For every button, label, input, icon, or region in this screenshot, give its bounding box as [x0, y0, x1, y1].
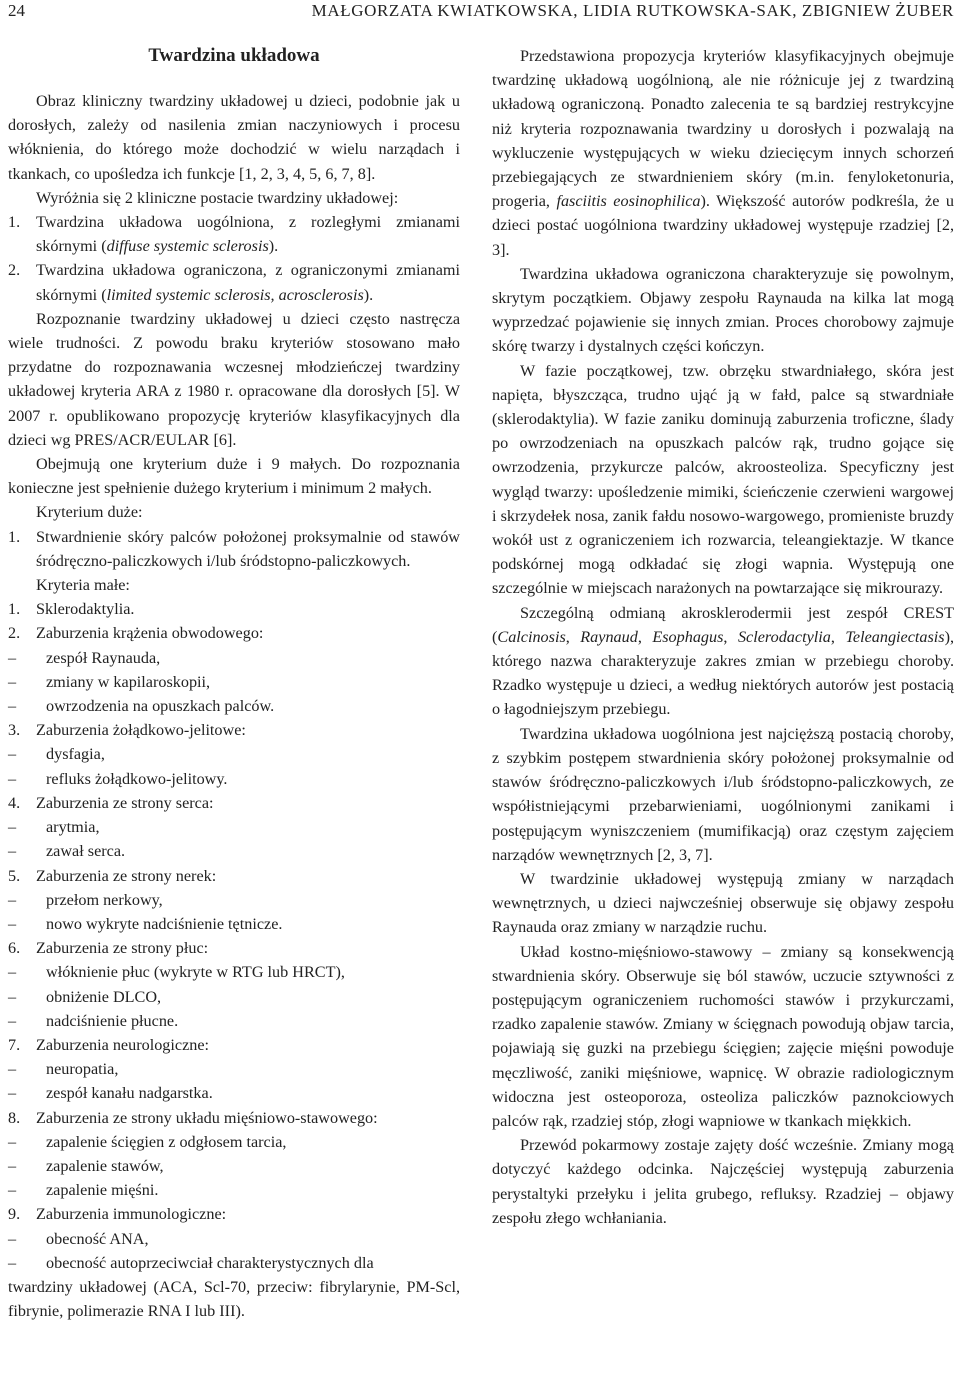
list-item: – zespół Raynauda,	[8, 646, 460, 670]
list-number: 2.	[8, 624, 21, 643]
list-number: 6.	[8, 939, 21, 958]
list-text: zapalenie ścięgien z odgłosem tarcia,	[46, 1132, 287, 1151]
list-text: neuropatia,	[46, 1060, 119, 1079]
list-text: zawał serca.	[46, 842, 126, 861]
list-item: – zmiany w kapilaroskopii,	[8, 670, 460, 694]
list-text: zmiany w kapilaroskopii,	[46, 672, 211, 691]
list-number: 2.	[8, 261, 21, 280]
minor-criterion	[8, 1106, 460, 1130]
minor-criterion	[8, 936, 460, 960]
list-number: 8.	[8, 1108, 21, 1127]
list-text: Zaburzenia immunologiczne:	[36, 1205, 227, 1224]
list-item: – zespół kanału nadgarstka.	[8, 1081, 460, 1105]
list-text: obecność ANA,	[46, 1229, 149, 1248]
list-text: Zaburzenia neurologiczne:	[36, 1035, 210, 1054]
list-number: 4.	[8, 793, 21, 812]
list-text: refluks żołądkowo-jelitowy.	[46, 769, 228, 788]
paragraph: Wyróżnia się 2 kliniczne postacie twardziny układowej:	[36, 188, 399, 207]
paragraph: Przedstawiona propozycja kryteriów klasyfikacyjnych obejmuje twardzinę układową uogólnioną, ale nie różnicuje jej z twardziną układową ograniczoną. Ponadto zalecenia te są bardziej restrykcyjne niż kryteria rozpoznawania twardziny u dorosłych i pozwalają na wykluczenie występujących w wieku dziecięcym innych schorzeń przebiegających ze stwardnieniem skóry (m.in. fenyloketonuria, progeria, fasciitis eosinophilica). Większość autorów podkreśla, że u dzieci postać uogólniona twardziny układowej występuje rzadziej [2, 3].	[492, 47, 954, 259]
list-text: Sklerodaktylia.	[36, 600, 135, 619]
list-text: Stwardnienie skóry palców położonej proksymalnie od stawów śródręczno-paliczkowych i/lub śródstopno-paliczkowych.	[36, 527, 460, 570]
list-text: Twardzina układowa ograniczona, z ograniczonymi zmianami skórnymi (limited systemic sclerosis, acrosclerosis).	[36, 261, 460, 304]
major-criterion	[8, 525, 460, 573]
list-number: 7.	[8, 1035, 21, 1054]
list-item: – nadciśnienie płucne.	[8, 1009, 460, 1033]
list-text: Zaburzenia ze strony płuc:	[36, 939, 209, 958]
list-text: nadciśnienie płucne.	[46, 1011, 179, 1030]
list-item: – neuropatia,	[8, 1057, 460, 1081]
list-item: – dysfagia,	[8, 742, 460, 766]
form-item	[8, 210, 460, 258]
list-item: – arytmia,	[8, 815, 460, 839]
list-item: – zapalenie ścięgien z odgłosem tarcia,	[8, 1130, 460, 1154]
list-text: nowo wykryte nadciśnienie tętnicze.	[46, 914, 283, 933]
page-header	[0, 0, 960, 22]
list-text: dysfagia,	[46, 745, 105, 764]
left-column	[8, 44, 460, 1323]
paragraph: Obraz kliniczny twardziny układowej u dzieci, podobnie jak u dorosłych, zależy od nasilenia zmian naczyniowych i procesu włóknienia, do którego może dochodzić w wielu narządach i tkankach, co upośledza ich funkcje [1, 2, 3, 4, 5, 6, 7, 8].	[8, 92, 460, 183]
list-text: Zaburzenia ze strony nerek:	[36, 866, 217, 885]
list-text: arytmia,	[46, 818, 100, 837]
paragraph: Szczególną odmianą akrosklerodermii jest zespół CREST (Calcinosis, Raynaud, Esophagus, Sclerodactylia, Teleangiectasis), którego nazwa charakteryzuje zakres zmian w przebiegu choroby. Rzadko występuje u dzieci, a według niektórych autorów jest postacią o łagodniejszym przebiegu.	[492, 603, 955, 719]
list-text: Zaburzenia krążenia obwodowego:	[36, 624, 264, 643]
list-item: – refluks żołądkowo-jelitowy.	[8, 767, 460, 791]
paragraph: W fazie początkowej, tzw. obrzęku stwardniałego, skóra jest napięta, błyszcząca, trudno ująć ją w fałd, palce są stwardniałe (sklerodaktylia). W fazie zaniku dominują zaburzenia troficzne, ślady po owrzodzeniach na opuszkach palców rąk, trudno gojące się owrzodzenia, przykurcze palców, akroosteoliza. Specyficzny jest wygląd twarzy: upośledzenie mimiki, ścieńczenie czerwieni wargowej i skrzydełek nosa, zanik fałdu nosowo-wargowego, promieniste bruzdy wokół ust z ograniczeniem ich rozwarcia, teleangiektazje. W tkance podskórnej mogą odkładać się złogi wapnia. Występują one szczególnie w miejscach narażonych na powtarzające się mikrourazy.	[492, 361, 954, 598]
list-item: – zawał serca.	[8, 839, 460, 863]
list-number: 1.	[8, 600, 21, 619]
right-column	[492, 44, 954, 1230]
minor-criterion	[8, 718, 460, 742]
minor-criterion	[8, 864, 460, 888]
minor-criterion	[8, 621, 460, 645]
section-title: Twardzina układowa	[148, 45, 320, 66]
minor-criterion	[8, 791, 460, 815]
page-number: 24	[8, 1, 25, 20]
list-text: włóknienie płuc (wykryte w RTG lub HRCT),	[46, 963, 345, 982]
list-item: – włóknienie płuc (wykryte w RTG lub HRCT),	[8, 960, 460, 984]
list-item: – zapalenie stawów,	[8, 1154, 460, 1178]
paragraph: Twardzina układowa ograniczona charakteryzuje się powolnym, skrytym początkiem. Objawy zespołu Raynauda na kilka lat mogą wyprzedzać pojawienie się innych zmian. Proces chorobowy zajmuje skórę twarzy i dystalnych części kończyn.	[492, 264, 954, 356]
list-text: zapalenie mięśni.	[46, 1181, 159, 1200]
list-text: Zaburzenia żołądkowo-jelitowe:	[36, 721, 246, 740]
paragraph: W twardzinie układowej występują zmiany w narządach wewnętrznych, u dzieci najwcześniej obserwuje się objawy zespołu Raynauda oraz zmiany w narządzie ruchu.	[492, 869, 954, 937]
list-text: Twardzina układowa uogólniona, z rozległymi zmianami skórnymi (diffuse systemic sclerosis).	[36, 213, 460, 256]
list-text: zespół kanału nadgarstka.	[46, 1084, 213, 1103]
list-text: obniżenie DLCO,	[46, 987, 162, 1006]
major-criterion-heading: Kryterium duże:	[36, 503, 143, 522]
list-item: – obniżenie DLCO,	[8, 985, 460, 1009]
form-item	[8, 258, 460, 306]
list-item: – nowo wykryte nadciśnienie tętnicze.	[8, 912, 460, 936]
paragraph: Układ kostno-mięśniowo-stawowy – zmiany są konsekwencją stwardnienia skóry. Obserwuje się ból stawów, uczucie sztywności z postępującym ograniczeniem ruchomości stawów i przykurczami, rzadko zapalenie stawów. Zmiany w ścięgnach powodują objaw tarcia, pojawiają się guzki na przebiegu ścięgien; zajęcie mięśni powoduje męczliwość, zaniki mięśniowe, wapnicę. W obrazie radiologicznym widoczna jest osteoporoza, osteoliza paliczków paznokciowych palców rąk, rzadziej stóp, złogi wapniowe w tkankach miękkich.	[492, 942, 954, 1130]
list-text: zespół Raynauda,	[46, 648, 161, 667]
list-number: 3.	[8, 721, 21, 740]
list-item: – zapalenie mięśni.	[8, 1178, 460, 1202]
paragraph: Rozpoznanie twardziny układowej u dzieci często nastręcza wiele trudności. Z powodu braku kryteriów stosowano mało przydatne do rozpoznawania wczesnej młodzieńczej twardziny układowej kryteria ARA z 1980 r. opracowane dla dorosłych [5]. W 2007 r. opublikowano propozycję kryteriów klasyfikacyjnych dla dzieci wg PRES/ACR/EULAR [6].	[8, 309, 460, 449]
minor-criterion	[8, 597, 460, 621]
list-number: 1.	[8, 213, 21, 232]
list-item: – owrzodzenia na opuszkach palców.	[8, 694, 460, 718]
paragraph: Obejmują one kryterium duże i 9 małych. Do rozpoznania konieczne jest spełnienie dużego kryterium i minimum 2 małych.	[8, 455, 460, 498]
list-text: zapalenie stawów,	[46, 1156, 164, 1175]
running-head-authors: MAŁGORZATA KWIATKOWSKA, LIDIA RUTKOWSKA-SAK, ZBIGNIEW ŻUBER	[311, 1, 954, 20]
list-item: – obecność autoprzeciwciał charakterystycznych dla	[8, 1251, 460, 1275]
paragraph: Twardzina układowa uogólniona jest najcięższą postacią choroby, z szybkim postępem stwardnienia skóry położonej proksymalnie od stawów śródręczno-paliczkowych i/lub śródstopno-paliczkowych, ze współistniejącymi przebarwieniami, uogólnionymi zanikami i postępującym wyniszczeniem (mumifikacją) oraz częstym zajęciem narządów wewnętrznych [2, 3, 7].	[492, 724, 954, 864]
list-number: 1.	[8, 527, 21, 546]
minor-criterion	[8, 1033, 460, 1057]
minor-criteria-list	[8, 597, 460, 1250]
list-text: obecność autoprzeciwciał charakterystycznych dla	[46, 1253, 374, 1272]
list-item: – przełom nerkowy,	[8, 888, 460, 912]
minor-criteria-heading: Kryteria małe:	[36, 576, 130, 595]
list-item: – obecność ANA,	[8, 1227, 460, 1251]
list-text: owrzodzenia na opuszkach palców.	[46, 697, 275, 716]
list-number: 5.	[8, 866, 21, 885]
list-text: Zaburzenia ze strony serca:	[36, 793, 214, 812]
paragraph: Przewód pokarmowy zostaje zajęty dość wcześnie. Zmiany mogą dotyczyć każdego odcinka. Najczęściej występują zaburzenia perystaltyki przełyku i jelita grubego, refluksy. Rzadziej – objawy zespołu złego wchłaniania.	[492, 1136, 954, 1227]
list-text: Zaburzenia ze strony układu mięśniowo-stawowego:	[36, 1108, 378, 1127]
minor-criterion	[8, 1202, 460, 1226]
list-text: przełom nerkowy,	[46, 890, 163, 909]
list-number: 9.	[8, 1205, 21, 1224]
forms-list	[8, 210, 460, 307]
paragraph-continuation: twardziny układowej (ACA, Scl-70, przeciw: fibrylarynie, PM-Scl, fibrynie, polimerazie RNA I lub III).	[8, 1277, 460, 1321]
